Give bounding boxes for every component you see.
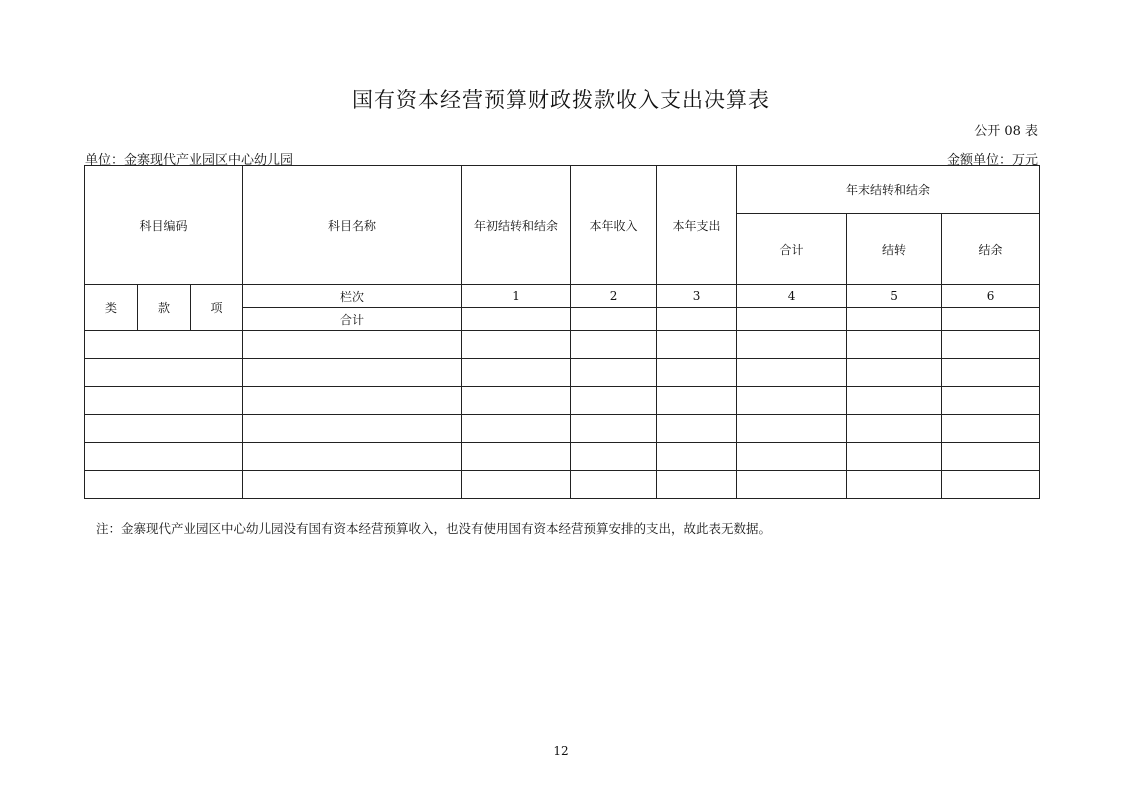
table-cell xyxy=(571,387,657,415)
table-cell xyxy=(462,471,571,499)
header-year-end-carryover: 结转 xyxy=(847,214,942,285)
table-cell xyxy=(737,415,847,443)
column-number: 4 xyxy=(737,285,847,308)
table-cell xyxy=(243,331,462,359)
table-cell xyxy=(942,308,1040,331)
header-subject-name: 科目名称 xyxy=(243,166,462,285)
table-cell xyxy=(737,471,847,499)
table-cell xyxy=(847,387,942,415)
table-cell xyxy=(737,359,847,387)
table-row xyxy=(85,471,1040,499)
table-cell xyxy=(85,331,243,359)
table-code: 公开 08 表 xyxy=(974,124,1038,139)
table-note: 注：金寨现代产业园区中心幼儿园没有国有资本经营预算收入，也没有使用国有资本经营预算安排的支出，故此表无数据。 xyxy=(96,521,772,536)
table-cell xyxy=(462,331,571,359)
column-number: 2 xyxy=(571,285,657,308)
header-year-end-surplus: 结余 xyxy=(942,214,1040,285)
column-numbers-label: 栏次 xyxy=(243,285,462,308)
table-cell xyxy=(942,471,1040,499)
table-cell xyxy=(243,471,462,499)
header-subject-code: 科目编码 xyxy=(85,166,243,285)
header-current-expense: 本年支出 xyxy=(657,166,737,285)
code-part-item: 项 xyxy=(191,285,243,331)
table-cell xyxy=(462,443,571,471)
table-cell xyxy=(847,331,942,359)
column-number: 1 xyxy=(462,285,571,308)
table-cell xyxy=(657,471,737,499)
table-cell xyxy=(657,331,737,359)
budget-table xyxy=(84,165,1040,499)
table-cell xyxy=(85,471,243,499)
table-cell xyxy=(85,387,243,415)
table-cell xyxy=(942,387,1040,415)
table-cell xyxy=(85,443,243,471)
header-year-end-group: 年末结转和结余 xyxy=(737,166,1040,214)
table-cell xyxy=(571,471,657,499)
table-cell xyxy=(462,308,571,331)
table-cell xyxy=(571,308,657,331)
table-cell xyxy=(942,359,1040,387)
column-number: 6 xyxy=(942,285,1040,308)
table-cell xyxy=(847,415,942,443)
table-cell xyxy=(85,359,243,387)
table-cell xyxy=(942,331,1040,359)
table-cell xyxy=(243,359,462,387)
header-opening-balance: 年初结转和结余 xyxy=(462,166,571,285)
column-number: 3 xyxy=(657,285,737,308)
code-part-section: 款 xyxy=(138,285,191,331)
table-cell xyxy=(462,387,571,415)
table-row xyxy=(85,443,1040,471)
code-part-category: 类 xyxy=(85,285,138,331)
table-cell xyxy=(657,415,737,443)
table-cell xyxy=(462,359,571,387)
table-cell xyxy=(737,331,847,359)
table-cell xyxy=(243,415,462,443)
table-cell xyxy=(847,471,942,499)
total-row-label: 合计 xyxy=(243,308,462,331)
table-row xyxy=(85,415,1040,443)
header-year-end-total: 合计 xyxy=(737,214,847,285)
table-cell xyxy=(942,443,1040,471)
table-row xyxy=(85,387,1040,415)
table-cell xyxy=(847,359,942,387)
amount-unit-label: 金额单位：万元 xyxy=(946,153,1038,168)
table-cell xyxy=(847,308,942,331)
table-cell xyxy=(657,308,737,331)
table-cell xyxy=(942,415,1040,443)
header-current-income: 本年收入 xyxy=(571,166,657,285)
table-row xyxy=(85,331,1040,359)
table-cell xyxy=(847,443,942,471)
table-cell xyxy=(462,415,571,443)
table-cell xyxy=(657,387,737,415)
table-row xyxy=(85,359,1040,387)
table-cell xyxy=(571,359,657,387)
table-cell xyxy=(571,415,657,443)
page-number: 12 xyxy=(553,744,569,758)
table-cell xyxy=(657,443,737,471)
table-cell xyxy=(737,308,847,331)
page-title: 国有资本经营预算财政拨款收入支出决算表 xyxy=(352,88,770,112)
table-cell xyxy=(737,443,847,471)
table-cell xyxy=(571,443,657,471)
unit-label: 单位：金寨现代产业园区中心幼儿园 xyxy=(85,153,294,168)
table-cell xyxy=(85,415,243,443)
table-cell xyxy=(243,443,462,471)
table-cell xyxy=(243,387,462,415)
column-number: 5 xyxy=(847,285,942,308)
table-cell xyxy=(657,359,737,387)
table-cell xyxy=(571,331,657,359)
table-cell xyxy=(737,387,847,415)
